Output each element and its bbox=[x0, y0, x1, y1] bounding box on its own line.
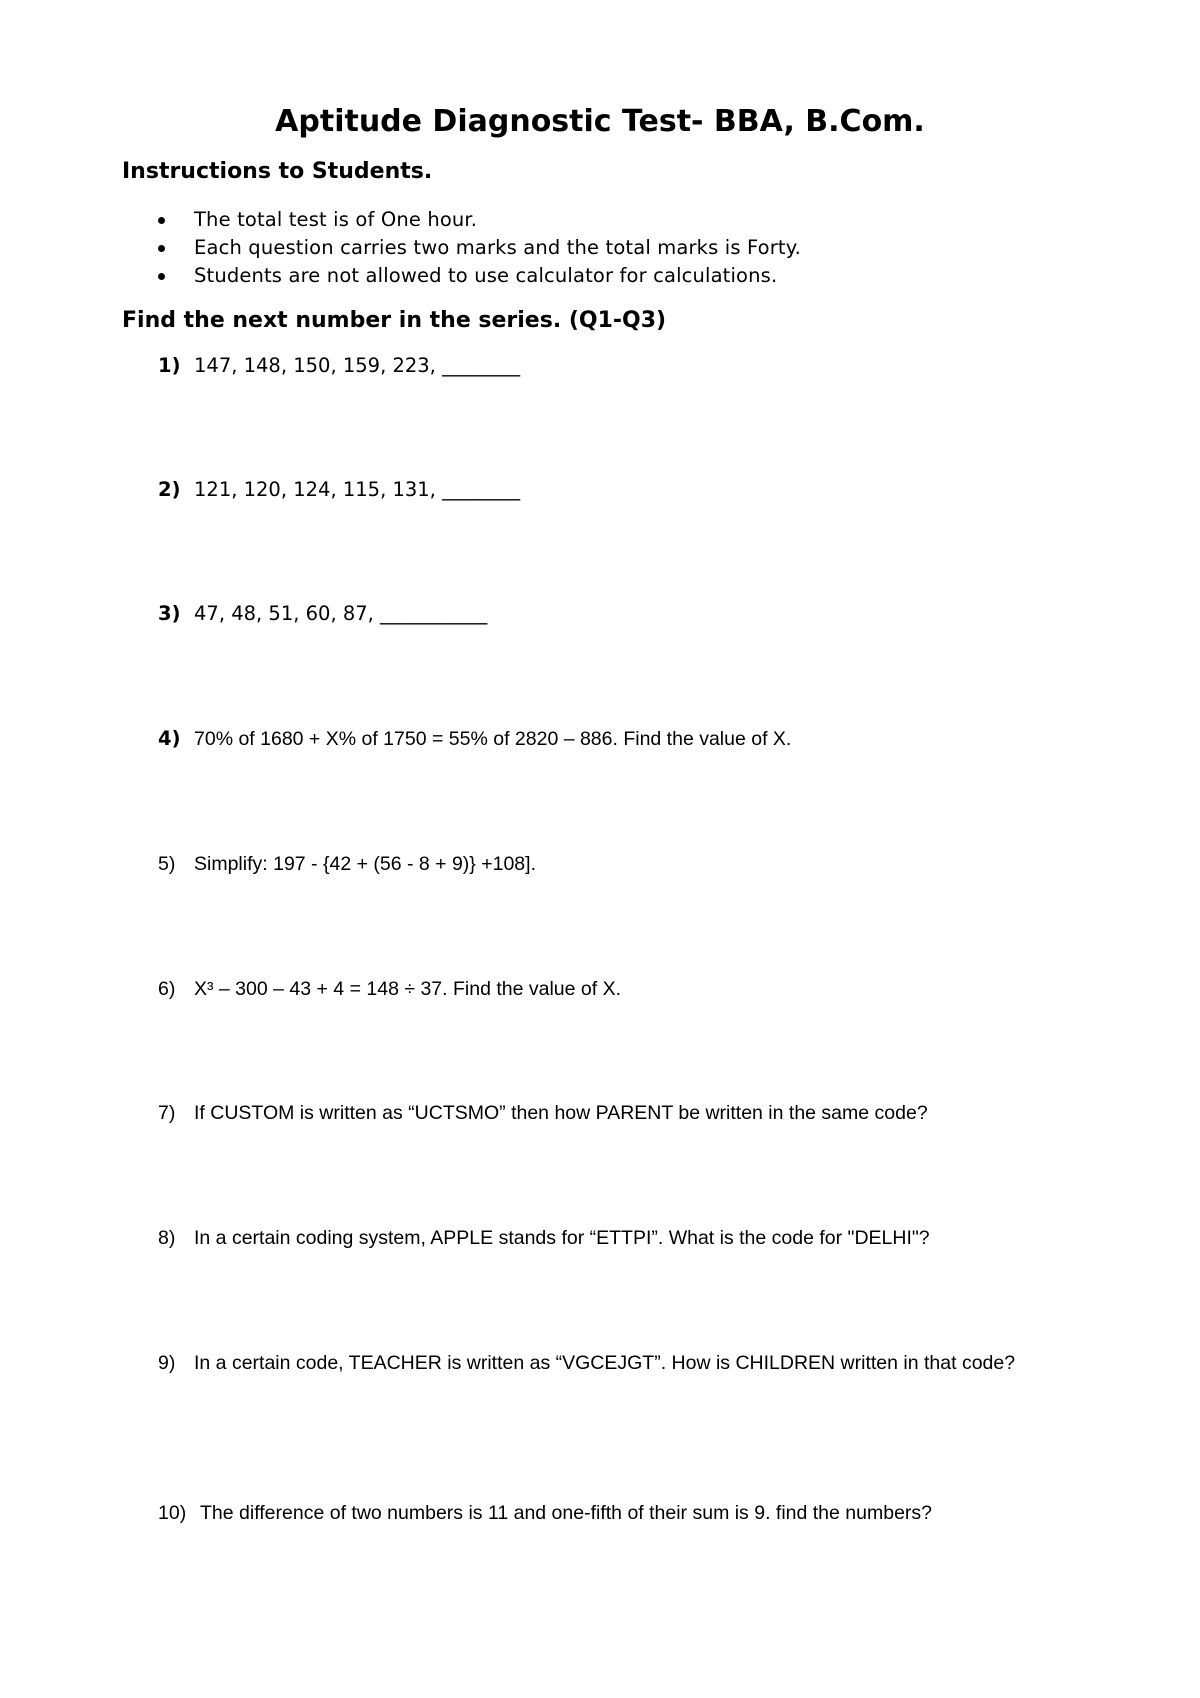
question-text: The difference of two numbers is 11 and one-fifth of their sum is 9. find the numbers? bbox=[200, 1502, 933, 1524]
question-number: 10) bbox=[158, 1502, 187, 1524]
question-text: 70% of 1680 + X% of 1750 = 55% of 2820 – 886. Find the value of X. bbox=[194, 728, 792, 750]
question-text: In a certain coding system, APPLE stands for “ETTPI”. What is the code for "DELHI"? bbox=[194, 1227, 930, 1249]
question-number: 2) bbox=[158, 478, 181, 501]
question-number: 4) bbox=[158, 727, 181, 750]
instruction-text: The total test is of One hour. bbox=[194, 208, 478, 231]
question-text: 147, 148, 150, 159, 223, ________ bbox=[194, 354, 521, 377]
instruction-text: Each question carries two marks and the total marks is Forty. bbox=[194, 236, 801, 259]
question-text: In a certain code, TEACHER is written as “VGCEJGT”. How is CHILDREN written in that code? bbox=[194, 1352, 1016, 1374]
question-number: 8) bbox=[158, 1227, 176, 1249]
question-number: 1) bbox=[158, 354, 181, 377]
page-title: Aptitude Diagnostic Test- BBA, B.Com. bbox=[275, 104, 925, 139]
question-text: 121, 120, 124, 115, 131, ________ bbox=[194, 478, 521, 501]
question-number: 6) bbox=[158, 978, 176, 1000]
question-text: If CUSTOM is written as “UCTSMO” then how PARENT be written in the same code? bbox=[194, 1102, 928, 1124]
question-number: 9) bbox=[158, 1352, 176, 1374]
instructions-list bbox=[150, 206, 801, 290]
bullet-icon bbox=[158, 273, 165, 280]
question-text: Simplify: 197 - {42 + (56 - 8 + 9)} +108]. bbox=[194, 853, 536, 875]
instruction-item bbox=[150, 234, 801, 262]
bullet-icon bbox=[158, 245, 165, 252]
instruction-text: Students are not allowed to use calculator for calculations. bbox=[194, 264, 778, 287]
question-text: 47, 48, 51, 60, 87, ___________ bbox=[194, 602, 488, 625]
question-number: 3) bbox=[158, 602, 181, 625]
series-heading: Find the next number in the series. (Q1-Q3) bbox=[122, 308, 667, 333]
instruction-item bbox=[150, 206, 801, 234]
question-number: 5) bbox=[158, 853, 176, 875]
question-text: X³ – 300 – 43 + 4 = 148 ÷ 37. Find the value of X. bbox=[194, 978, 621, 1000]
instruction-item bbox=[150, 262, 801, 290]
question-number: 7) bbox=[158, 1102, 176, 1124]
instructions-heading: Instructions to Students. bbox=[122, 159, 433, 184]
bullet-icon bbox=[158, 217, 165, 224]
